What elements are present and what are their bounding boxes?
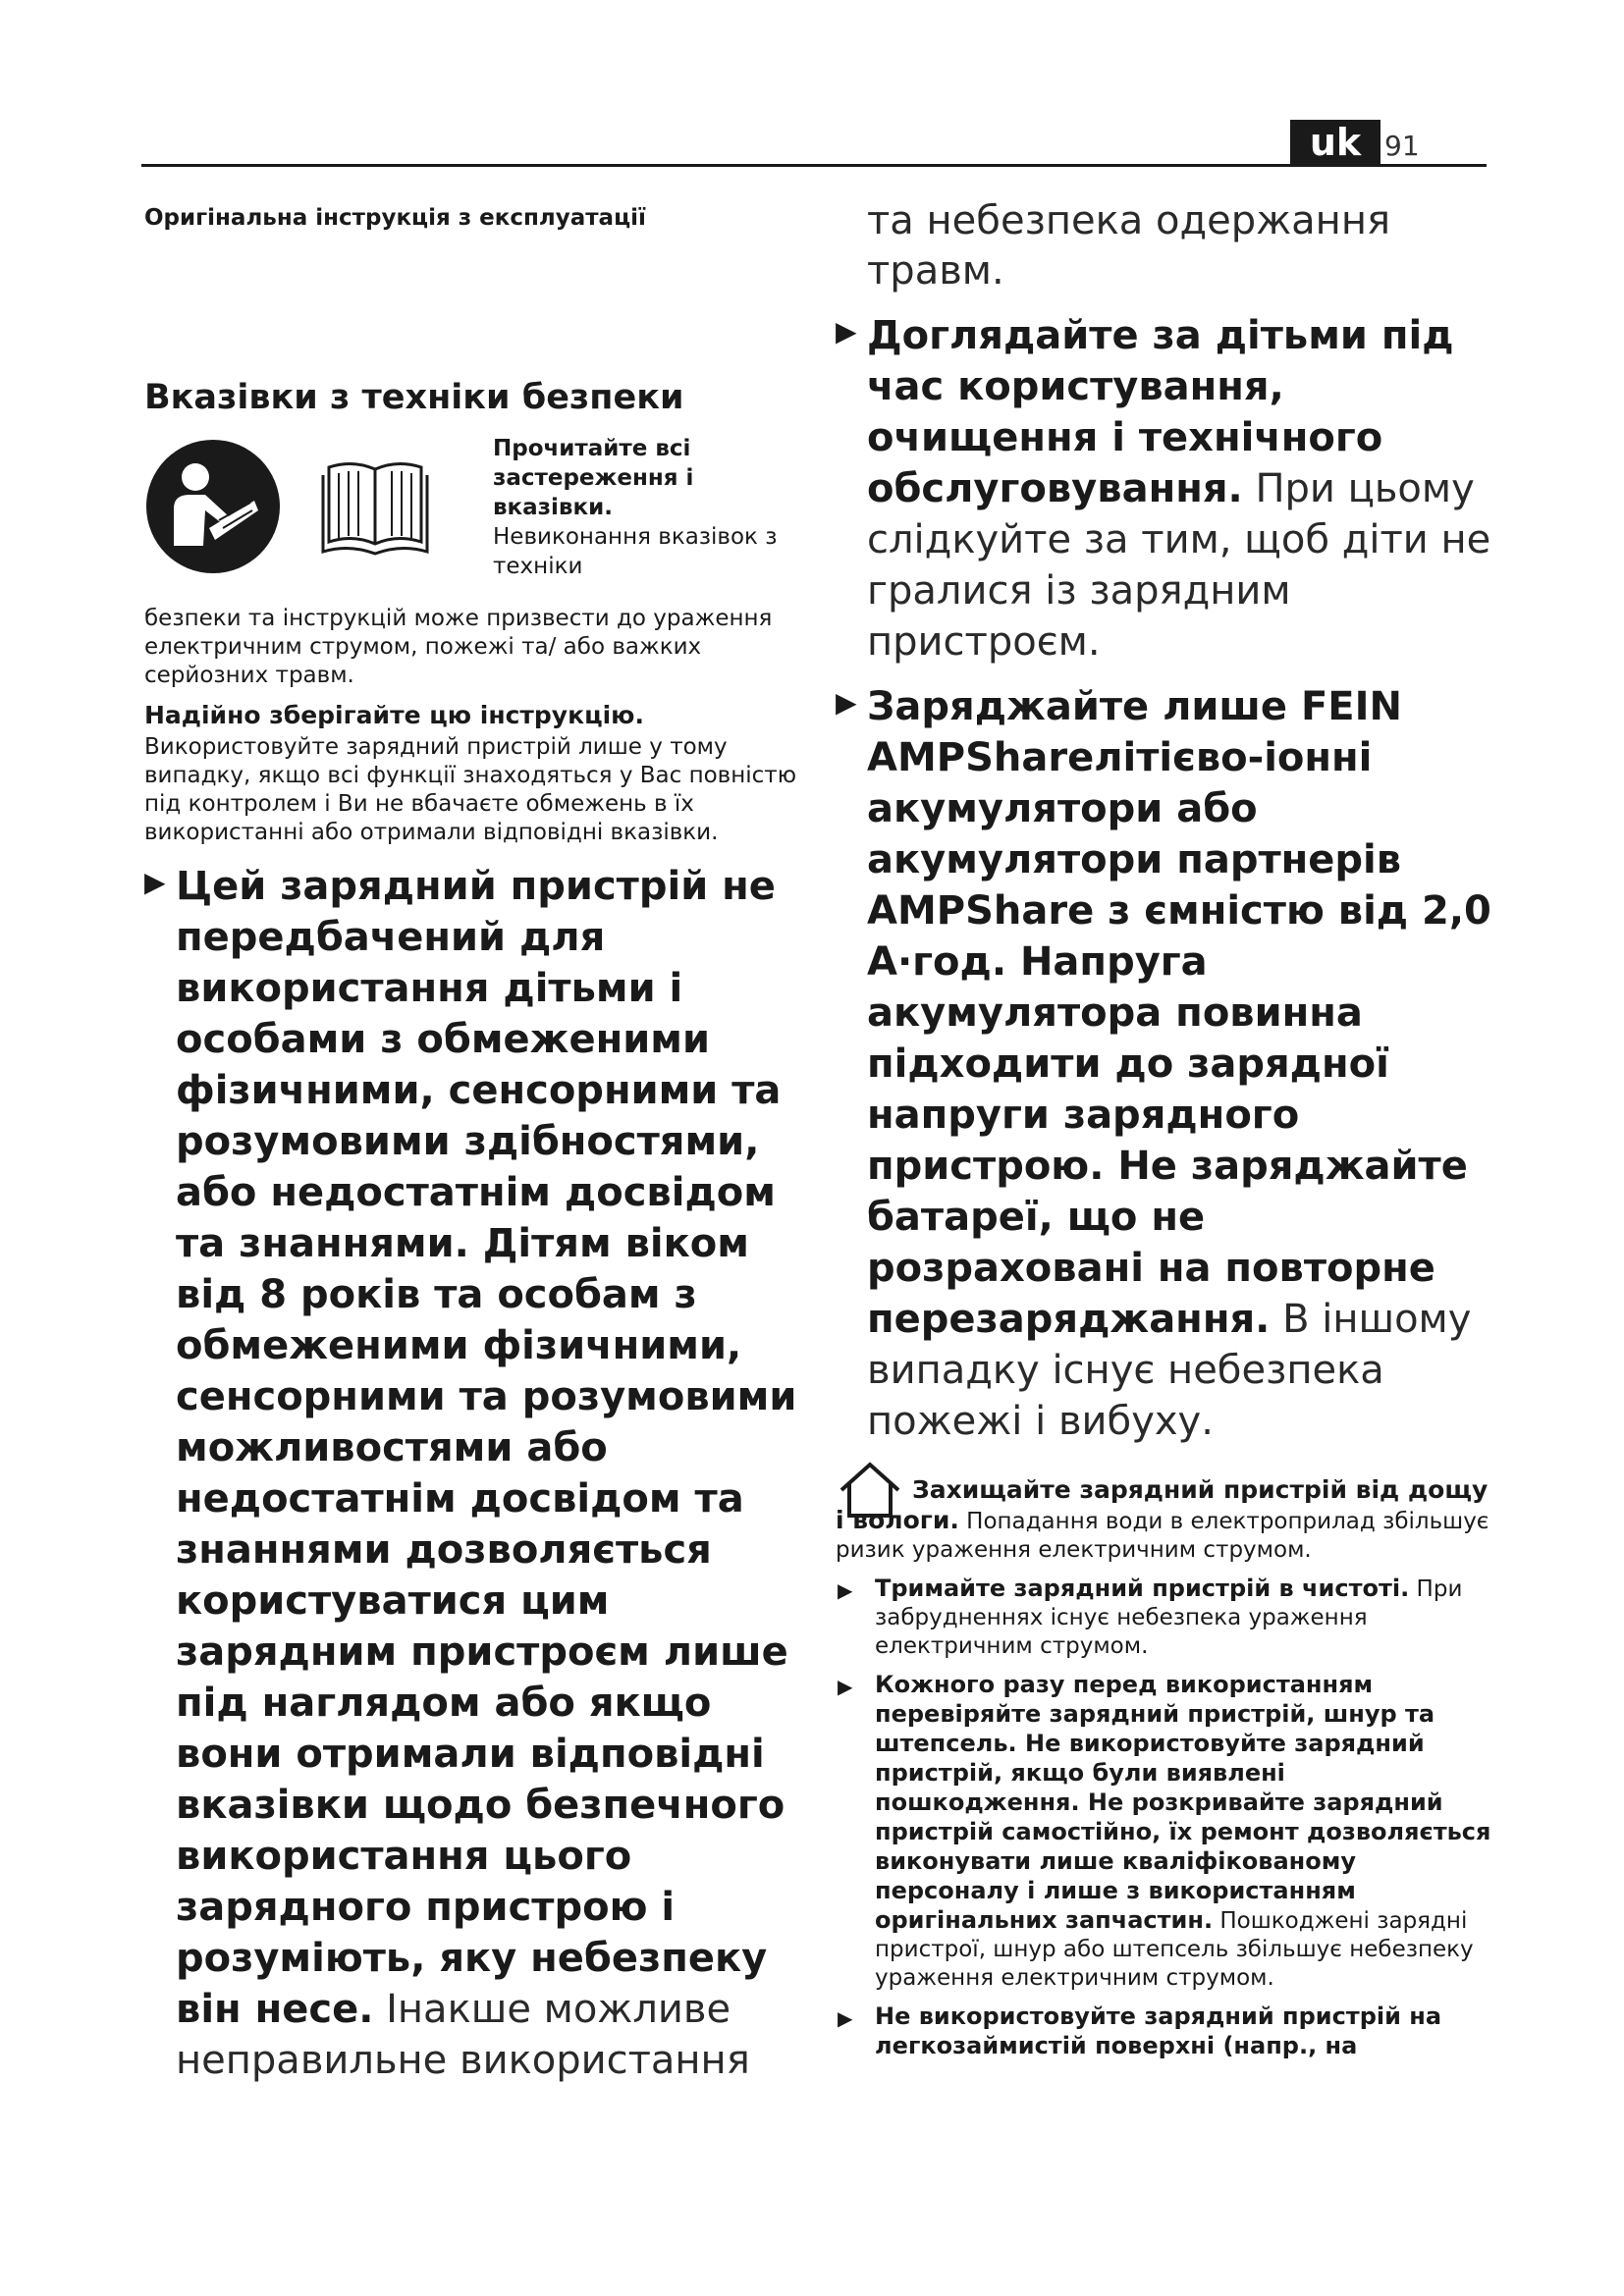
bullet-arrow-icon: ▶ [838,1675,853,1698]
right-column [836,196,1493,2061]
inspect-bold: Кожного разу перед використанням перевіряйте зарядний пристрій, шнур та штепсель. Не використовуйте зарядний пристрій, якщо були виявлені пошкодження. Не розкривайте зарядний пристрій самостійно, їх ремонт дозволяється виконувати лише кваліфікованому персоналу і лише з використанням оригінальних запчастин. [875,1671,1491,1934]
continued-text: та небезпека одержання травм. [867,198,1391,294]
supervise-children-bold: Доглядайте за дітьми під час користування, очищення і технічного обслуговування. [867,313,1454,511]
read-all-warnings-continued: безпеки та інструкцій може призвести до ураження електричним струмом, пожежі та/ або важких серйозних травм. [144,606,773,688]
bullet-arrow-icon: ▶ [838,1578,853,1602]
charge-only-fein-bold: Заряджайте лише FEIN AMPShareлітієво-іонні акумулятори або акумулятори партнерів AMPShare з ємністю від 2,0 А·год. Напруга акумулятора повинна підходити до зарядної напруги зарядного пристрою. Не заряджайте батареї, що не розраховані на повторне перезаряджання. [867,684,1491,1342]
header-rule [141,164,1487,167]
safety-bullet-inspect [836,1671,1493,1993]
warning-icons-block [144,438,802,599]
bullet-arrow-icon: ▶ [836,315,857,347]
keep-clean-bold: Тримайте зарядний пристрій в чистоті. [875,1575,1410,1602]
safety-bullet-children [144,861,802,2086]
safety-bullet-children-text: Інакше можливе неправильне використання [176,1987,750,2083]
manual-book-icon [319,459,431,558]
protect-from-rain-bold: Захищайте зарядний пристрій від дощу [912,1475,1489,1504]
inspect-text: Пошкоджені зарядні пристрої, шнур або штепсель збільшує небезпеку ураження електричним струмом. [875,1908,1474,1991]
bullet-arrow-icon: ▶ [836,686,857,719]
protect-from-rain-block [836,1474,1493,1565]
indoor-use-house-icon [836,1461,904,1518]
protect-from-rain-text: і вологи. Попадання води в електроприлад збільшує ризик ураження електричним струмом. [836,1506,1489,1563]
safety-bullet-keep-clean [836,1575,1493,1661]
safety-bullet-flammable-surface [836,2002,1493,2061]
safety-bullet-supervise-children [836,310,1493,667]
language-badge: uk [1290,120,1380,167]
usage-conditions-text: Використовуйте зарядний пристрій лише у тому випадку, якщо всі функції знаходяться у Вас повністю під контролем і Ви не вбачаєте обмежень в їх використанні або отримали відповідні вказівки. [144,734,797,845]
supervise-children-text: При цьому слідкуйте за тим, щоб діти не гралися із зарядним пристроєм. [867,466,1491,665]
read-instructions-icon [144,438,282,575]
safety-bullet-children-bold: Цей зарядний пристрій не передбачений для використання дітьми і особами з обмеженими фізичними, сенсорними та розумовими здібностями, або недостатнім досвідом та знаннями. Дітям віком від 8 років та особам з обмеженими фізичними, сенсорними та розумовими можливостями або недостатнім досвідом та знаннями дозволяється користуватися цим зарядним пристроєм лише під наглядом або якщо вони отримали відповідні вказівки щодо безпечного використання цього зарядного пристрою і розуміють, яку небезпеку він несе. [176,864,797,2032]
charge-only-fein-text: В іншому випадку існує небезпека пожежі і вибуху. [867,1297,1472,1444]
left-column [144,196,802,2086]
section-title: Вказівки з техніки безпеки [144,378,684,417]
read-all-warnings-text: Невиконання вказівок з техніки [493,524,778,579]
keep-instructions-bold: Надійно зберігайте цю інструкцію. [144,701,644,729]
page-number: 91 [1384,130,1420,162]
flammable-surface-bold: Не використовуйте зарядний пристрій на легкозаймистій поверхні (напр., на [875,2002,1442,2059]
bullet-arrow-icon: ▶ [838,2006,853,2030]
keep-clean-text: При забрудненнях існує небезпека ураження електричним струмом. [875,1576,1463,1659]
document-title: Оригінальна інструкція з експлуатації [144,205,646,231]
read-all-warnings-bold: Прочитайте всі застереження і вказівки. [493,436,694,520]
bullet-arrow-icon: ▶ [144,866,166,898]
safety-bullet-charge-only-fein [836,681,1493,1447]
